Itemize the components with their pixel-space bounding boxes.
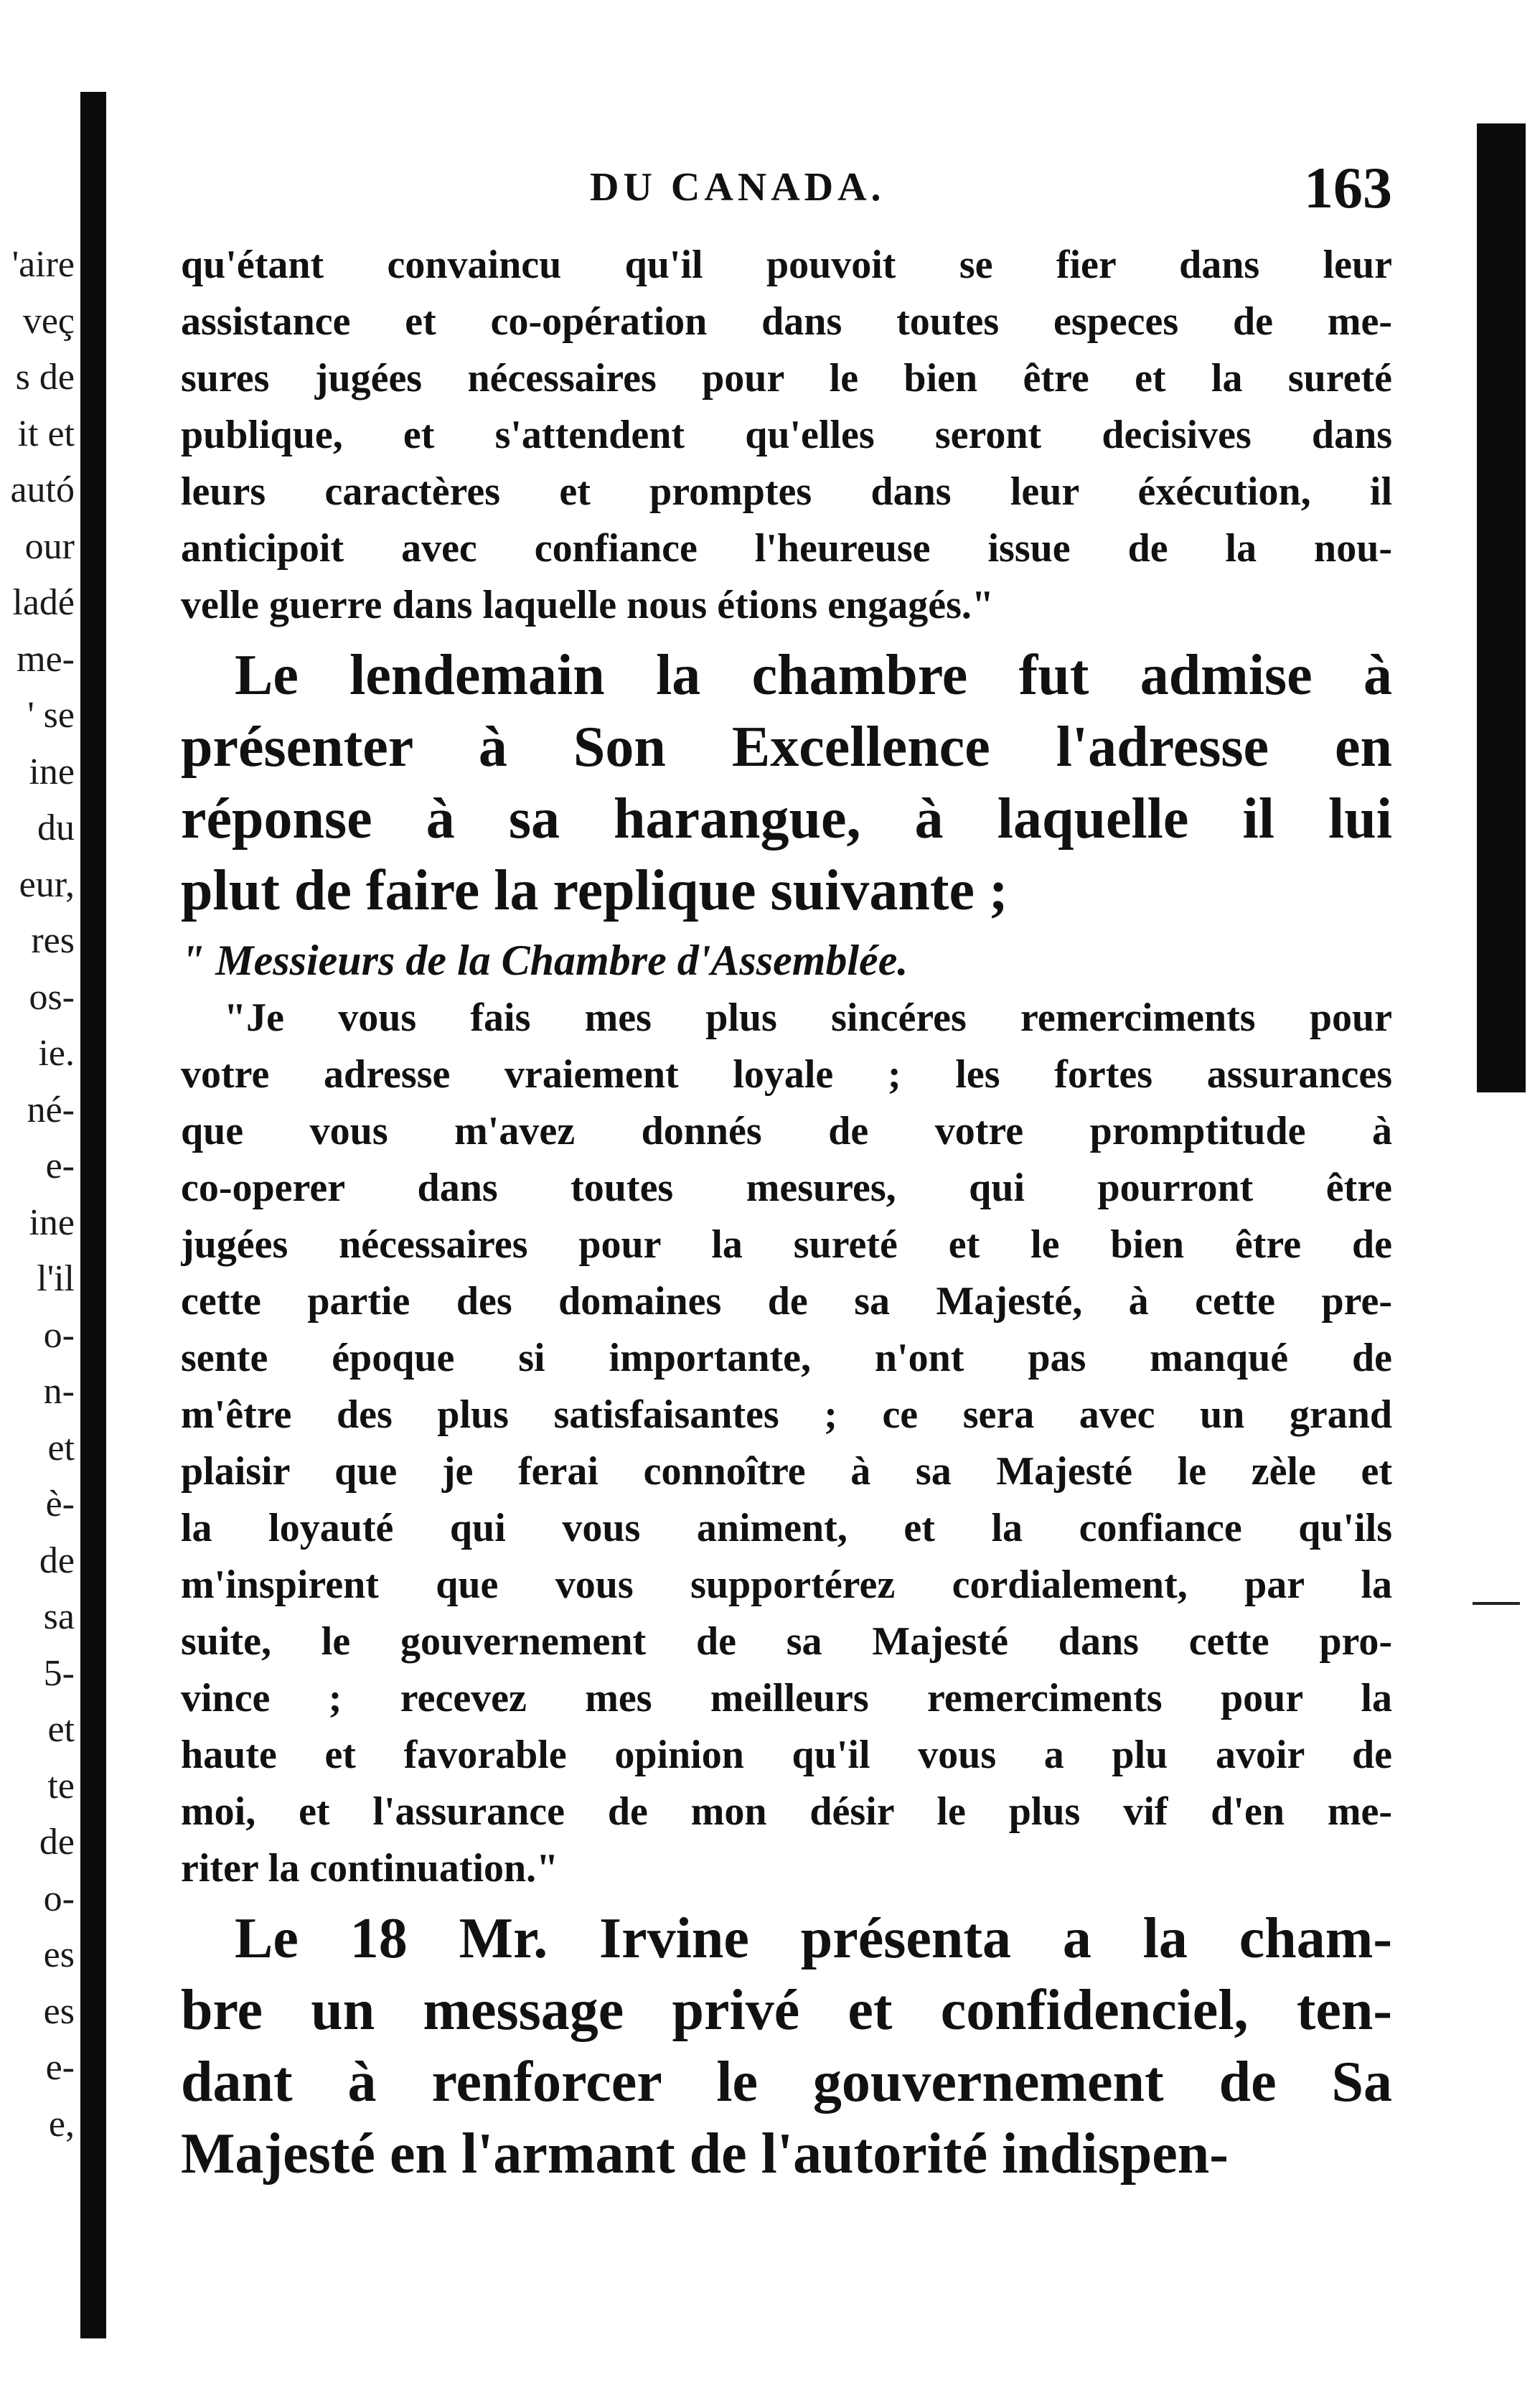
fragment-line: 5- [43,1652,75,1694]
text-line: qu'étant convaincu qu'il pouvoit se fier dans leur [181,243,1392,287]
text-line: présenter à Son Excellence l'adresse en [181,716,1392,779]
fragment-line: te [47,1765,75,1807]
text-line: cette partie des domaines de sa Majesté, à cette pre- [181,1279,1392,1324]
text-line: que vous m'avez donnés de votre promptitude à [181,1109,1392,1153]
fragment-line: du [37,807,75,848]
fragment-line: ladé [12,582,75,623]
text-line: plaisir que je ferai connoître à sa Majesté le zèle et [181,1449,1392,1494]
paragraph [181,640,1392,927]
text-line: anticipoit avec confiance l'heureuse issue de la nou- [181,526,1392,571]
text-line: velle guerre dans laquelle nous étions engagés." [181,583,994,627]
fragment-line: res [31,920,75,961]
paragraph [181,990,1392,1897]
body-text [181,237,1392,2190]
fragment-line: ie. [38,1033,75,1074]
fragment-line: it et [17,413,75,454]
text-line: leurs caractères et promptes dans leur éxécution, il [181,469,1392,514]
fragment-line: e- [45,2047,75,2088]
text-line: "Je vous fais mes plus sincéres remerciments pour [224,996,1392,1040]
fragment-line: es [43,1990,75,2032]
fragment-line: sa [43,1596,75,1637]
text-line: sures jugées nécessaires pour le bien être et la sureté [181,356,1392,400]
fragment-line: de [39,1822,75,1863]
fragment-line: s de [15,357,75,398]
text-line: réponse à sa harangue, à laquelle il lui [181,787,1392,851]
running-header [179,154,1392,219]
text-line: Le 18 Mr. Irvine présenta a la cham- [235,1907,1392,1970]
text-line: " Messieurs de la Chambre d'Assemblée. [181,937,908,984]
page-number: 163 [1304,155,1392,220]
paragraph [181,237,1392,634]
fragment-line: n- [43,1371,75,1412]
fragment-line: autó [10,469,75,510]
margin-dash [1473,1602,1520,1605]
text-line: Le lendemain la chambre fut admise à [235,644,1392,707]
text-line: haute et favorable opinion qu'il vous a plu avoir de [181,1733,1392,1777]
text-line: vince ; recevez mes meilleurs remerciments pour la [181,1676,1392,1720]
gutter-rule [80,92,106,2338]
text-line: votre adresse vraiement loyale ; les fortes assurances [181,1052,1392,1097]
fragment-line: ' se [27,695,75,736]
text-line: m'être des plus satisfaisantes ; ce sera avec un grand [181,1392,1392,1437]
text-line: m'inspirent que vous supportérez cordialement, par la [181,1563,1392,1607]
fragment-line: l'il [37,1258,75,1299]
fragment-line: our [24,525,75,567]
fragment-line: o- [43,1314,75,1356]
fragment-line: de [39,1540,75,1581]
text-line: publique, et s'attendent qu'elles seront decisives dans [181,413,1392,457]
fragment-line: es [43,1934,75,1975]
fragment-line: et [47,1709,75,1750]
text-line: suite, le gouvernement de sa Majesté dans cette pro- [181,1619,1392,1664]
text-line: moi, et l'assurance de mon désir le plus vif d'en me- [181,1789,1392,1834]
text-line: riter la continuation." [181,1846,559,1891]
fragment-line: ine [29,751,75,792]
fragment-line: et [47,1427,75,1468]
paragraph [181,1903,1392,2190]
fragment-line: e, [48,2103,75,2145]
text-line: jugées nécessaires pour la sureté et le bien être de [181,1222,1392,1267]
text-line: plut de faire la replique suivante ; [181,859,1008,922]
text-line: bre un message privé et confidenciel, ten- [181,1979,1392,2042]
fragment-line: me- [17,638,75,680]
address-heading [181,931,1392,990]
fragment-line: ine [29,1202,75,1243]
running-title: DU CANADA. [590,165,886,210]
page-edge-bar [1477,123,1526,1092]
fragment-line: veç [22,300,75,342]
fragment-line: e- [45,1146,75,1186]
text-line: la loyauté qui vous animent, et la confiance qu'ils [181,1506,1392,1550]
text-line: Majesté en l'armant de l'autorité indispen- [181,2122,1229,2186]
text-line: assistance et co-opération dans toutes especes de me- [181,299,1392,344]
adjacent-page-fragments [0,237,75,2153]
text-line: sente époque si importante, n'ont pas manqué de [181,1336,1392,1380]
text-line: co-operer dans toutes mesures, qui pourront être [181,1166,1392,1210]
text-line: dant à renforcer le gouvernement de Sa [181,2051,1392,2114]
fragment-line: né- [27,1089,75,1130]
fragment-line: 'aire [11,244,75,285]
fragment-line: os- [29,976,75,1018]
fragment-line: è- [45,1484,75,1524]
fragment-line: o- [43,1878,75,1919]
fragment-line: eur, [19,863,75,905]
